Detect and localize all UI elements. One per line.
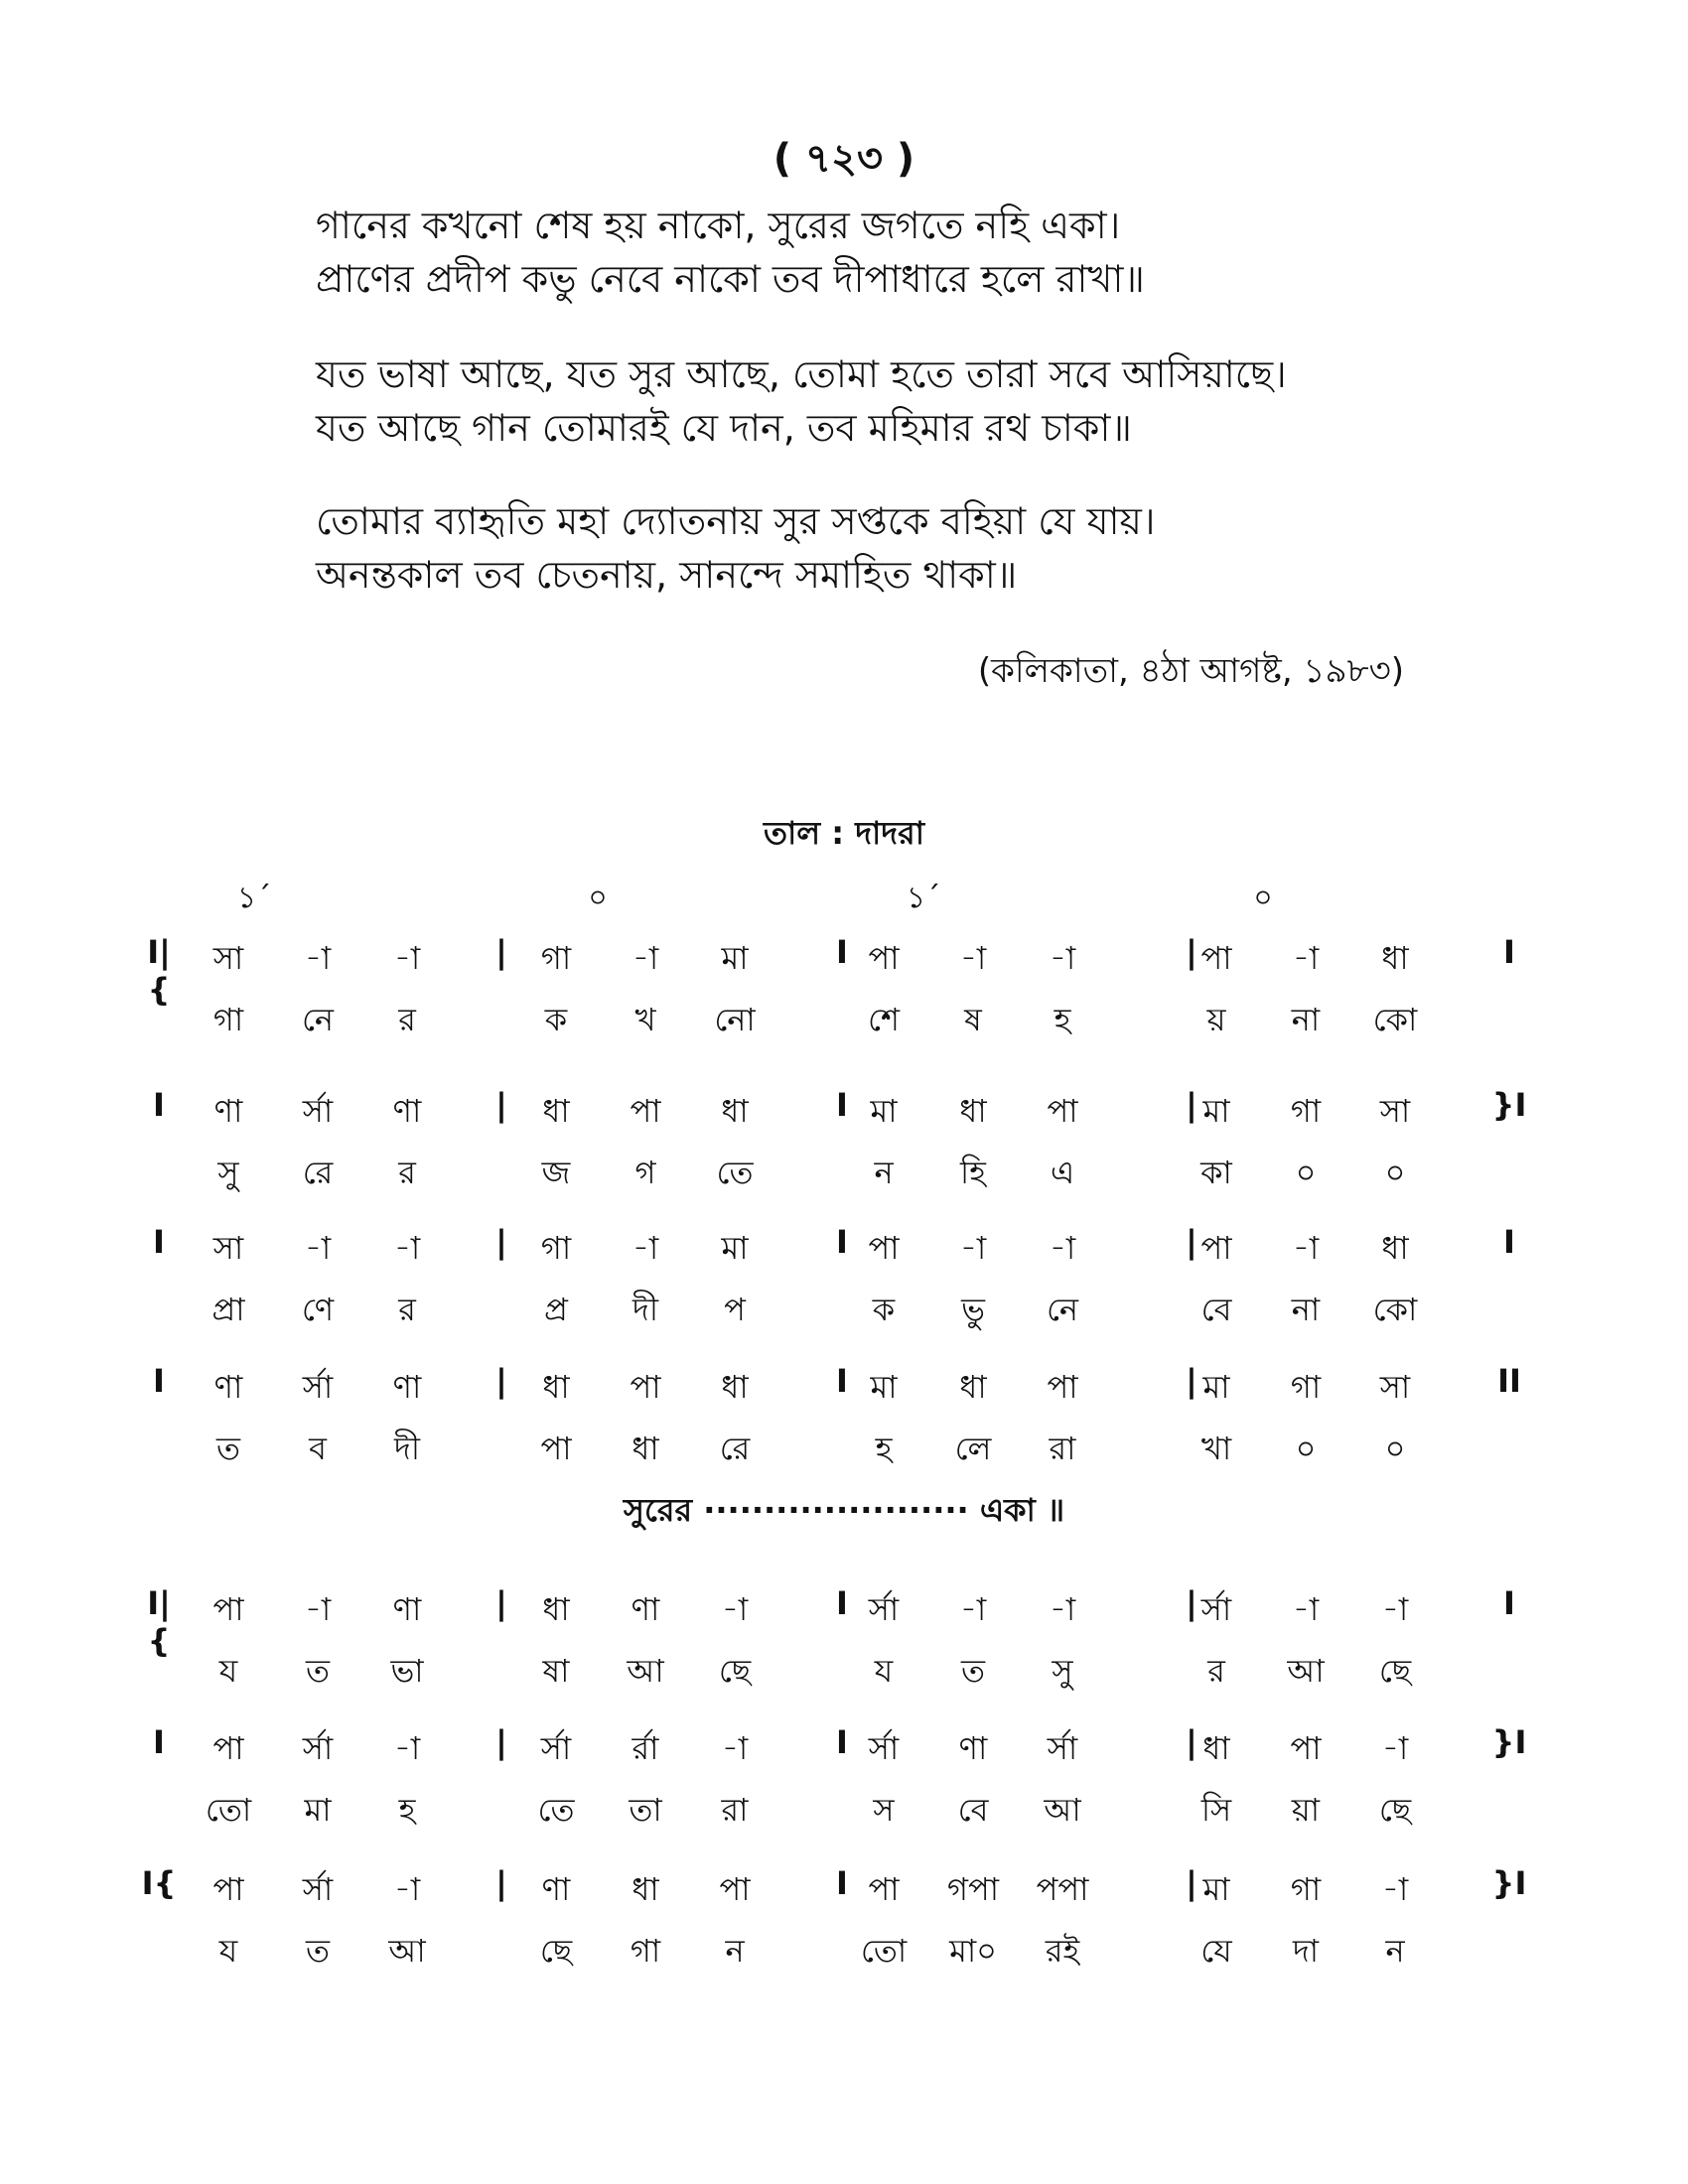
row-start-bar: I (153, 1223, 165, 1261)
swara-note: -া (632, 939, 659, 977)
lyric-syllable: মা০ (949, 1932, 997, 1970)
lyric-syllable: রা (721, 1791, 749, 1829)
beat-separator: | (495, 1086, 507, 1124)
swara-note: -া (393, 1229, 421, 1267)
swara-note: ণা (631, 1590, 660, 1628)
swara-note: ধা (1381, 1229, 1409, 1267)
lyric-row (0, 1424, 1688, 1469)
lyric-syllable: ভা (390, 1652, 424, 1690)
swara-note: ণা (392, 1092, 422, 1130)
swara-note: ধা (542, 1368, 570, 1406)
beat-separator: | (495, 1362, 507, 1400)
lyric-syllable: হ (1054, 1001, 1071, 1038)
lyric-syllable: তো (860, 1932, 908, 1970)
row-end-bar: }I (1491, 1086, 1527, 1124)
lyric-syllable: সু (1052, 1652, 1073, 1690)
swara-note: গা (1290, 1092, 1322, 1130)
swara-note: মা (870, 1092, 898, 1130)
lyric-syllable: আ (1287, 1652, 1325, 1690)
poem (316, 347, 1507, 455)
lyric-syllable: পা (540, 1430, 572, 1467)
lyric-syllable: না (1291, 1291, 1321, 1328)
swara-note: -া (304, 939, 332, 977)
swara-note: -া (959, 1229, 987, 1267)
poem-line: প্রাণের প্রদীপ কভু নেবে নাকো তব দীপাধারে হলে রাখা॥ (316, 257, 1145, 301)
lyric-syllable: যে (1200, 1932, 1232, 1970)
swara-note: পা (868, 1870, 900, 1908)
lyric-syllable: আ (627, 1652, 664, 1690)
swara-note: মা (1202, 1368, 1230, 1406)
row-start-bar: I|{ (147, 1584, 171, 1660)
swara-note: পপা (1036, 1870, 1089, 1908)
swara-note: -া (632, 1229, 659, 1267)
poem (316, 494, 1507, 602)
swara-note: মা (1202, 1092, 1230, 1130)
beat-separator: I (836, 933, 848, 971)
lyric-row (0, 1785, 1688, 1831)
lyric-syllable: খা (1200, 1430, 1232, 1467)
lyric-syllable: প্রা (211, 1291, 245, 1328)
swara-note: পা (630, 1368, 661, 1406)
swara-note: ধা (1202, 1729, 1230, 1767)
swara-note: -া (1292, 1590, 1320, 1628)
swara-note: ণা (541, 1870, 571, 1908)
swara-note: মা (1202, 1870, 1230, 1908)
swara-note: -া (1381, 1729, 1409, 1767)
lyric-syllable: বে (1200, 1291, 1232, 1328)
swara-note: পা (1200, 939, 1232, 977)
notation-row (0, 1086, 1688, 1132)
lyric-syllable: ০ (1384, 1154, 1406, 1191)
row-start-bar: I (153, 1723, 165, 1761)
swara-note: র্সা (302, 1092, 334, 1130)
lyric-syllable: ছে (1378, 1791, 1412, 1829)
lyric-syllable: য (874, 1652, 894, 1690)
lyric-syllable: না (1291, 1001, 1321, 1038)
lyric-syllable: ষা (542, 1652, 570, 1690)
lyric-syllable: আ (388, 1932, 426, 1970)
swara-note: -া (959, 1590, 987, 1628)
lyric-syllable: দা (1292, 1932, 1320, 1970)
beat-separator: | (1186, 933, 1197, 971)
swara-note: -া (1049, 1229, 1076, 1267)
beat-separator: | (495, 933, 507, 971)
lyric-syllable: তে (716, 1154, 754, 1191)
row-start-bar: I (153, 1362, 165, 1400)
lyric-syllable: ০ (1384, 1430, 1406, 1467)
swara-note: ধা (632, 1870, 659, 1908)
beat-separator: I (836, 1584, 848, 1622)
lyric-syllable: খ (634, 1001, 656, 1038)
notation-row (0, 1362, 1688, 1408)
swara-note: ধা (721, 1368, 749, 1406)
lyric-syllable: রা (1049, 1430, 1076, 1467)
lyric-row (0, 995, 1688, 1040)
tala-title: তাল : দাদরা (764, 814, 924, 852)
poem (316, 199, 1507, 306)
swara-note: -া (1049, 939, 1076, 977)
lyric-syllable: নো (714, 1001, 756, 1038)
swara-note: পা (868, 939, 900, 977)
lyric-syllable: ত (305, 1932, 330, 1970)
notation-row (0, 1223, 1688, 1269)
lyric-syllable: তে (537, 1791, 575, 1829)
swara-note: র্সা (540, 1729, 572, 1767)
beat-separator: | (495, 1864, 507, 1902)
lyric-syllable: ণে (301, 1291, 335, 1328)
row-end-bar: }I (1491, 1864, 1527, 1902)
lyric-syllable: ন (725, 1932, 745, 1970)
swara-note: ধা (959, 1368, 987, 1406)
swara-note: -া (393, 939, 421, 977)
swara-note: র্সা (302, 1870, 334, 1908)
lyric-syllable: রে (302, 1154, 334, 1191)
lyric-syllable: য (218, 1652, 238, 1690)
beat-mark: ১´ (906, 881, 941, 915)
lyric-syllable: ষ (964, 1001, 982, 1038)
row-start-bar: I{ (141, 1864, 177, 1902)
poem-line: গানের কখনো শেষ হয় নাকো, সুরের জগতে নহি একা। (316, 204, 1121, 247)
lyric-syllable: র (398, 1291, 416, 1328)
lyric-syllable: তা (629, 1791, 662, 1829)
swara-note: গা (540, 939, 572, 977)
lyric-row (0, 1285, 1688, 1330)
beat-separator: | (1186, 1223, 1197, 1261)
swara-note: সা (1379, 1092, 1411, 1130)
swara-note: সা (212, 1229, 244, 1267)
lyric-syllable: ভু (961, 1291, 985, 1328)
row-end-bar: I (1503, 1584, 1515, 1622)
swara-note: র্সা (302, 1368, 334, 1406)
lyric-syllable: স (873, 1791, 895, 1829)
beat-separator: I (836, 1086, 848, 1124)
swara-note: পা (1200, 1229, 1232, 1267)
poem-line: তোমার ব্যাহৃতি মহা দ্যোতনায় সুর সপ্তকে বহিয়া যে যায়। (316, 499, 1156, 543)
lyric-syllable: নে (301, 1001, 335, 1038)
swara-note: -া (393, 1729, 421, 1767)
notation-row (0, 933, 1688, 1009)
swara-note: -া (1292, 939, 1320, 977)
lyric-syllable: ন (874, 1154, 894, 1191)
swara-note: ণা (958, 1729, 988, 1767)
lyric-syllable: হ (875, 1430, 893, 1467)
swara-note: পা (630, 1092, 661, 1130)
lyric-syllable: র (398, 1154, 416, 1191)
lyric-syllable: গ (634, 1154, 656, 1191)
swara-note: মা (870, 1368, 898, 1406)
swara-note: পা (212, 1870, 244, 1908)
swara-note: পা (1047, 1368, 1078, 1406)
lyric-syllable: ছে (718, 1652, 752, 1690)
beat-separator: | (1186, 1086, 1197, 1124)
lyric-syllable: সি (1200, 1791, 1232, 1829)
swara-note: ধা (959, 1092, 987, 1130)
lyric-syllable: রে (719, 1430, 751, 1467)
beat-mark: ০ (1253, 881, 1273, 915)
notation-row (0, 1584, 1688, 1660)
swara-note: -া (393, 1870, 421, 1908)
lyric-syllable: প (724, 1291, 746, 1328)
swara-note: -া (721, 1729, 749, 1767)
swara-note: -া (1381, 1870, 1409, 1908)
lyric-syllable: মা (304, 1791, 332, 1829)
swara-note: ধা (542, 1092, 570, 1130)
lyric-syllable: সু (217, 1154, 239, 1191)
lyric-syllable: র (1207, 1652, 1225, 1690)
swara-note: -া (1381, 1590, 1409, 1628)
beat-mark: ০ (588, 881, 608, 915)
lyric-syllable: ত (215, 1430, 240, 1467)
row-end-bar: }I (1491, 1723, 1527, 1761)
row-start-bar: I|{ (147, 933, 171, 1009)
lyric-syllable: র (398, 1001, 416, 1038)
poem-line: অনন্তকাল তব চেতনায়, সানন্দে সমাহিত থাকা॥ (316, 553, 1018, 597)
swara-note: -া (1049, 1590, 1076, 1628)
lyric-syllable: দী (633, 1291, 658, 1328)
swara-note: -া (721, 1590, 749, 1628)
beat-separator: | (1186, 1362, 1197, 1400)
swara-note: সা (212, 939, 244, 977)
swara-note: গা (540, 1229, 572, 1267)
lyric-syllable: ক (544, 1001, 568, 1038)
swara-note: গা (1290, 1870, 1322, 1908)
lyric-syllable: ত (305, 1652, 330, 1690)
beat-separator: | (495, 1223, 507, 1261)
colophon: (কলিকাতা, ৪ঠা আগষ্ট, ১৯৮৩) (977, 651, 1404, 691)
swara-note: পা (719, 1870, 751, 1908)
lyric-syllable: কো (1372, 1291, 1418, 1328)
swara-note: র্রা (632, 1729, 659, 1767)
swara-note: -া (304, 1229, 332, 1267)
notation-row (0, 1723, 1688, 1769)
swara-note: র্সা (868, 1729, 900, 1767)
swara-note: ধা (542, 1590, 570, 1628)
swara-note: ণা (213, 1368, 243, 1406)
swara-note: পা (1047, 1092, 1078, 1130)
swara-note: -া (1292, 1229, 1320, 1267)
lyric-syllable: য (218, 1932, 238, 1970)
row-start-bar: I (153, 1086, 165, 1124)
lyric-syllable: আ (1044, 1791, 1081, 1829)
lyric-syllable: ন (1385, 1932, 1405, 1970)
beat-separator: I (836, 1864, 848, 1902)
beat-separator: I (836, 1362, 848, 1400)
beat-mark: ১´ (236, 881, 272, 915)
poem-line: যত আছে গান তোমারই যে দান, তব মহিমার রথ চাকা॥ (316, 406, 1132, 450)
lyric-syllable: গা (630, 1932, 661, 1970)
lyric-syllable: ত (960, 1652, 985, 1690)
swara-note: মা (721, 1229, 749, 1267)
lyric-row (0, 1148, 1688, 1193)
beat-separator: | (1186, 1584, 1197, 1622)
swara-note: পা (212, 1729, 244, 1767)
beat-separator: | (495, 1584, 507, 1622)
lyric-syllable: ব (309, 1430, 327, 1467)
lyric-syllable: বে (957, 1791, 989, 1829)
lyric-syllable: হ (398, 1791, 416, 1829)
swara-note: র্সা (1200, 1590, 1232, 1628)
swara-note: র্সা (302, 1729, 334, 1767)
lyric-syllable: ক (872, 1291, 896, 1328)
lyric-syllable: কো (1372, 1001, 1418, 1038)
lyric-syllable: শে (868, 1001, 900, 1038)
beat-separator: I (836, 1223, 848, 1261)
swara-note: -া (959, 939, 987, 977)
notation-row (0, 1864, 1688, 1910)
swara-note: ধা (1381, 939, 1409, 977)
lyric-syllable: দী (394, 1430, 420, 1467)
lyric-syllable: লে (954, 1430, 992, 1467)
row-end-bar: I (1503, 1223, 1515, 1261)
lyric-syllable: এ (1050, 1154, 1075, 1191)
lyric-syllable: ছে (539, 1932, 573, 1970)
swara-note: পা (212, 1590, 244, 1628)
beat-separator: | (495, 1723, 507, 1761)
swara-note: -া (304, 1590, 332, 1628)
lyric-row (0, 1646, 1688, 1692)
lyric-syllable: প্র (544, 1291, 568, 1328)
beat-separator: | (1186, 1723, 1197, 1761)
page-number: ( ৭২৩ ) (773, 136, 915, 182)
swara-note: সা (1379, 1368, 1411, 1406)
swara-note: র্সা (868, 1590, 900, 1628)
row-end-bar: I (1503, 933, 1515, 971)
swara-note: ধা (721, 1092, 749, 1130)
poem-line: যত ভাষা আছে, যত সুর আছে, তোমা হতে তারা সবে আসিয়াছে। (316, 352, 1287, 396)
lyric-syllable: তো (205, 1791, 252, 1829)
swara-note: গা (1290, 1368, 1322, 1406)
lyric-syllable: জ (541, 1154, 571, 1191)
swara-note: ণা (392, 1590, 422, 1628)
beat-separator: | (1186, 1864, 1197, 1902)
swara-note: গপা (947, 1870, 999, 1908)
lyric-syllable: ০ (1295, 1154, 1317, 1191)
row-end-bar: II (1497, 1362, 1521, 1400)
lyric-syllable: ০ (1295, 1430, 1317, 1467)
lyric-row (0, 1926, 1688, 1972)
swara-note: পা (868, 1229, 900, 1267)
lyric-syllable: গা (212, 1001, 244, 1038)
lyric-syllable: হি (960, 1154, 986, 1191)
lyric-syllable: য় (1206, 1001, 1226, 1038)
swara-note: ণা (392, 1368, 422, 1406)
swara-note: র্সা (1047, 1729, 1078, 1767)
swara-note: মা (721, 939, 749, 977)
swara-note: পা (1290, 1729, 1322, 1767)
lyric-syllable: নে (1046, 1291, 1079, 1328)
swara-note: ণা (213, 1092, 243, 1130)
lyric-syllable: রই (1045, 1932, 1080, 1970)
lyric-syllable: য়া (1291, 1791, 1321, 1829)
beat-separator: I (836, 1723, 848, 1761)
lyric-syllable: কা (1200, 1154, 1232, 1191)
refrain-note: সুরের ······················ একা ॥ (623, 1491, 1065, 1529)
lyric-syllable: ছে (1378, 1652, 1412, 1690)
lyric-syllable: ধা (632, 1430, 659, 1467)
